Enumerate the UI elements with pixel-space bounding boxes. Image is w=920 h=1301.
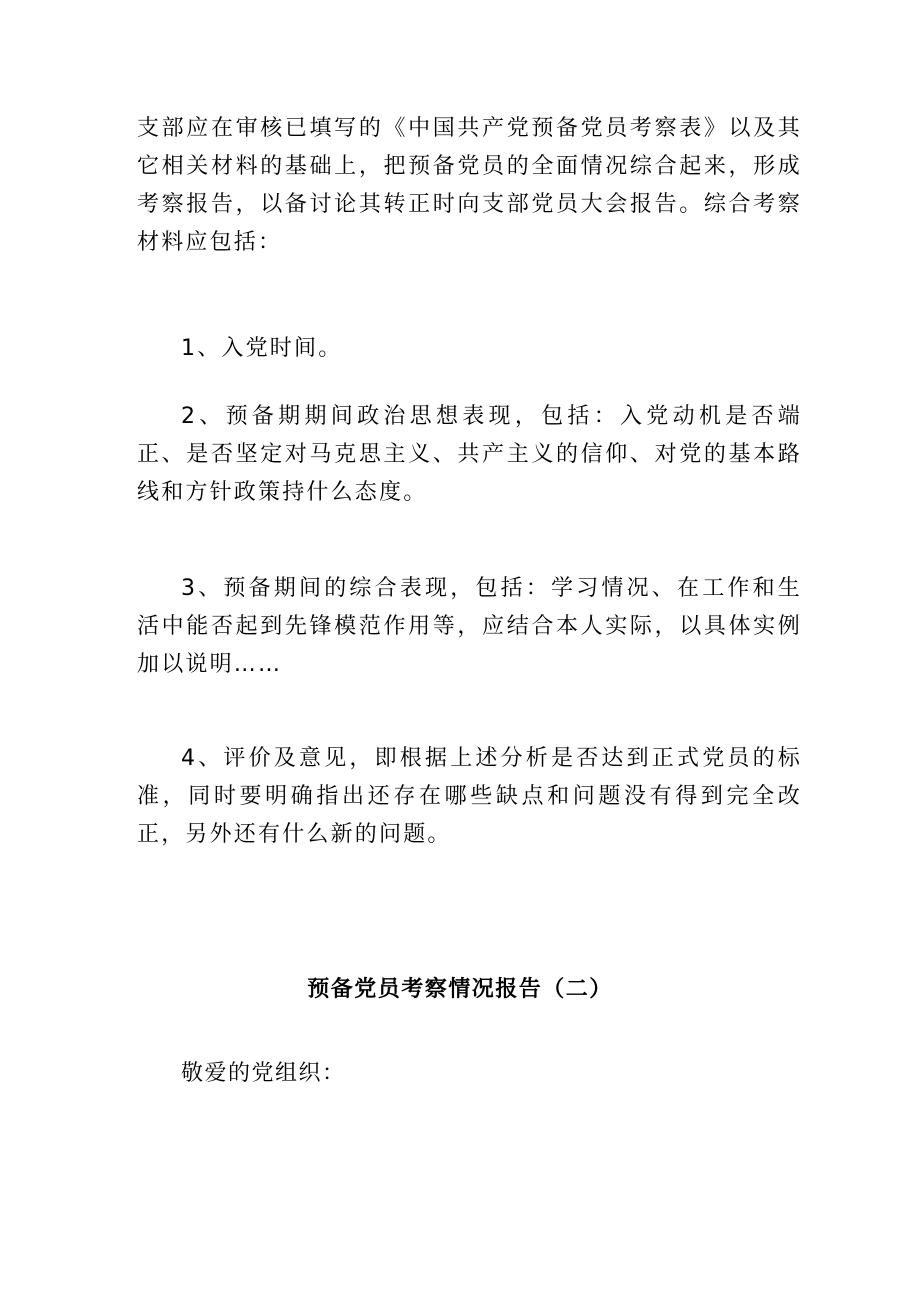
section-heading: 预备党员考察情况报告（二） — [307, 977, 613, 1002]
item-3-paragraph: 3、预备期间的综合表现，包括：学习情况、在工作和生活中能否起到先锋模范作用等，应结合本人实际，以具体实例加以说明…… — [137, 576, 802, 677]
item-2-paragraph: 2、预备期期间政治思想表现，包括：入党动机是否端正、是否坚定对马克思主义、共产主义的信仰、对党的基本路线和方针政策持什么态度。 — [137, 404, 802, 505]
item-1-paragraph: 1、入党时间。 — [181, 336, 343, 361]
item-4-paragraph: 4、评价及意见，即根据上述分析是否达到正式党员的标准，同时要明确指出还存在哪些缺点和问题没有得到完全改正，另外还有什么新的问题。 — [137, 746, 802, 847]
salutation: 敬爱的党组织： — [181, 1061, 346, 1086]
intro-paragraph: 支部应在审核已填写的《中国共产党预备党员考察表》以及其它相关材料的基础上，把预备党员的全面情况综合起来，形成考察报告，以备讨论其转正时向支部党员大会报告。综合考察材料应包括： — [137, 116, 802, 255]
